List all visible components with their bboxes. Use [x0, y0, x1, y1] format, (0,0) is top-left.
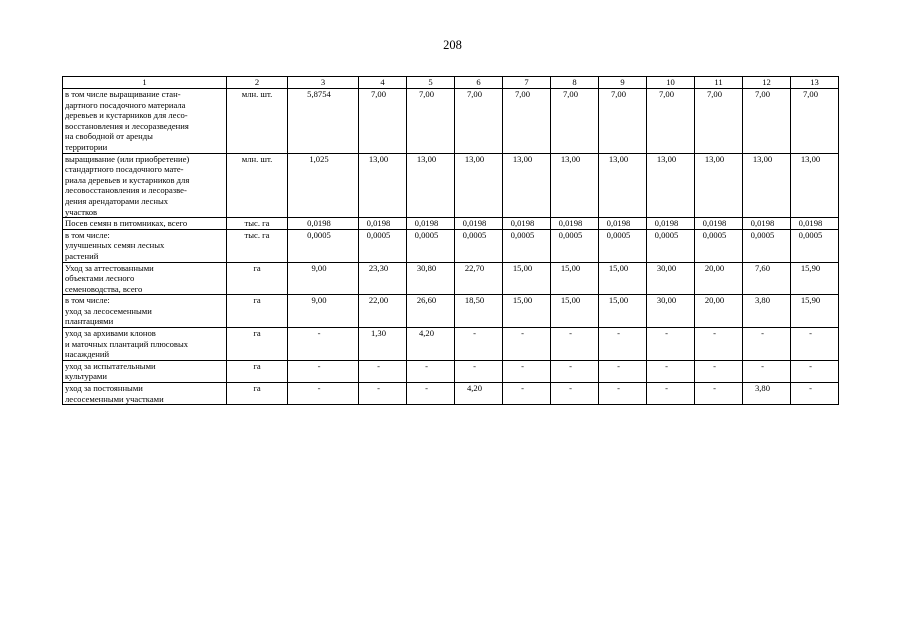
table-cell: 0,0005	[599, 229, 647, 262]
table-cell: 4,20	[407, 328, 455, 361]
table-cell: 13,00	[551, 153, 599, 218]
table-cell: -	[407, 360, 455, 382]
row-label-line: участков	[65, 206, 98, 217]
table-cell: 7,00	[647, 89, 695, 154]
table-cell: 0,0005	[743, 229, 791, 262]
table-cell: -	[647, 360, 695, 382]
row-label-line: дартного посадочного материала	[65, 99, 186, 110]
table-row	[63, 295, 839, 328]
column-header: 2	[227, 77, 288, 89]
row-label-line: насаждений	[65, 349, 110, 360]
table-cell: -	[599, 360, 647, 382]
table-cell: 13,00	[647, 153, 695, 218]
table-cell: 0,0198	[407, 218, 455, 230]
table-cell: -	[503, 383, 551, 405]
row-label-line: уход за лесосеменными	[65, 305, 152, 316]
row-label-line: выращивание (или приобретение)	[65, 153, 190, 164]
column-header: 4	[359, 77, 407, 89]
page-number: 208	[443, 38, 462, 52]
table-cell: 0,0198	[503, 218, 551, 230]
table-cell: -	[288, 383, 359, 405]
row-unit: га	[227, 360, 288, 382]
table-cell: 5,8754	[288, 89, 359, 154]
table-cell: 15,00	[503, 262, 551, 295]
column-header: 12	[743, 77, 791, 89]
table-cell: 0,0198	[647, 218, 695, 230]
row-label-line: улучшенных семян лесных	[65, 240, 165, 251]
row-label-line: восстановления и лесоразведения	[65, 120, 189, 131]
table-row	[63, 153, 839, 218]
row-unit: га	[227, 262, 288, 295]
table-cell: 30,80	[407, 262, 455, 295]
table-cell: -	[599, 328, 647, 361]
row-label	[63, 360, 227, 382]
table-cell: -	[695, 328, 743, 361]
table-cell: -	[455, 328, 503, 361]
table-cell: -	[551, 360, 599, 382]
row-label	[63, 328, 227, 361]
column-header: 1	[63, 77, 227, 89]
table-cell: 7,00	[743, 89, 791, 154]
row-label-line: и маточных плантаций плюсовых	[65, 338, 189, 349]
row-label-line: Уход за аттестованными	[65, 262, 154, 273]
table-cell: -	[599, 383, 647, 405]
table-cell: 7,00	[407, 89, 455, 154]
row-unit: тыс. га	[227, 218, 288, 230]
table-cell: -	[359, 383, 407, 405]
table-cell: 30,00	[647, 262, 695, 295]
table-cell: 13,00	[791, 153, 839, 218]
table-cell: 7,00	[791, 89, 839, 154]
table-cell: -	[743, 360, 791, 382]
table-cell: 0,0198	[791, 218, 839, 230]
table-cell: 0,0005	[455, 229, 503, 262]
table-cell: 3,80	[743, 295, 791, 328]
column-header: 10	[647, 77, 695, 89]
table-cell: 15,90	[791, 295, 839, 328]
table-cell: 7,00	[455, 89, 503, 154]
table-cell: 0,0198	[743, 218, 791, 230]
row-label-line: лесовосстановления и лесоразве-	[65, 185, 187, 196]
table-cell: -	[695, 383, 743, 405]
table-cell: -	[503, 360, 551, 382]
row-unit: га	[227, 328, 288, 361]
column-header: 13	[791, 77, 839, 89]
table-cell: 0,0198	[359, 218, 407, 230]
row-unit: млн. шт.	[227, 89, 288, 154]
table-cell: 13,00	[407, 153, 455, 218]
table-row	[63, 262, 839, 295]
column-header: 11	[695, 77, 743, 89]
column-header: 3	[288, 77, 359, 89]
table-cell: -	[551, 328, 599, 361]
row-label-line: дения арендаторами лесных	[65, 195, 169, 206]
row-label-line: в том числе:	[65, 229, 110, 240]
row-unit: га	[227, 383, 288, 405]
table-cell: 0,0198	[288, 218, 359, 230]
table-cell: 20,00	[695, 262, 743, 295]
row-label	[63, 262, 227, 295]
table-cell: 3,80	[743, 383, 791, 405]
table-cell: -	[695, 360, 743, 382]
table-row	[63, 383, 839, 405]
row-label-line: Посев семян в питомниках, всего	[65, 218, 188, 229]
table-cell: 0,0005	[695, 229, 743, 262]
table-cell: 0,0198	[551, 218, 599, 230]
table-cell: 23,30	[359, 262, 407, 295]
row-label	[63, 229, 227, 262]
row-label	[63, 89, 227, 154]
table-cell: 0,0005	[647, 229, 695, 262]
table-cell: 30,00	[647, 295, 695, 328]
table-cell: -	[791, 360, 839, 382]
table-cell: 0,0005	[791, 229, 839, 262]
row-label-line: уход за архивами клонов	[65, 328, 156, 339]
table-cell: 0,0005	[288, 229, 359, 262]
table-row	[63, 328, 839, 361]
table-cell: -	[288, 328, 359, 361]
column-header: 5	[407, 77, 455, 89]
table-cell: 0,0005	[551, 229, 599, 262]
row-label-line: уход за постоянными	[65, 383, 143, 394]
table-cell: 13,00	[455, 153, 503, 218]
table-cell: -	[791, 328, 839, 361]
row-label-line: семеноводства, всего	[65, 283, 143, 294]
column-header: 8	[551, 77, 599, 89]
table-cell: -	[647, 383, 695, 405]
row-label	[63, 153, 227, 218]
row-label	[63, 218, 227, 230]
row-unit: га	[227, 295, 288, 328]
row-unit: тыс. га	[227, 229, 288, 262]
table-cell: 13,00	[503, 153, 551, 218]
table-cell: 0,0198	[455, 218, 503, 230]
table-cell: 7,00	[359, 89, 407, 154]
table-cell: 15,00	[503, 295, 551, 328]
table-cell: 20,00	[695, 295, 743, 328]
table-cell: 1,30	[359, 328, 407, 361]
table-cell: 0,0005	[359, 229, 407, 262]
table-cell: 7,60	[743, 262, 791, 295]
column-header: 7	[503, 77, 551, 89]
table-cell: 15,00	[599, 295, 647, 328]
table-cell: -	[743, 328, 791, 361]
table-cell: -	[647, 328, 695, 361]
table-row	[63, 218, 839, 230]
table-cell: 9,00	[288, 295, 359, 328]
table-cell: 9,00	[288, 262, 359, 295]
table-cell: 18,50	[455, 295, 503, 328]
table-cell: 0,0198	[599, 218, 647, 230]
table-cell: 7,00	[503, 89, 551, 154]
table-cell: 7,00	[551, 89, 599, 154]
table-cell: 13,00	[599, 153, 647, 218]
table-cell: 13,00	[359, 153, 407, 218]
table-row	[63, 360, 839, 382]
row-label-line: на свободной от аренды	[65, 131, 153, 142]
table-cell: -	[551, 383, 599, 405]
table-cell: 0,0005	[503, 229, 551, 262]
table-cell: 22,70	[455, 262, 503, 295]
table-cell: 22,00	[359, 295, 407, 328]
table-cell: 13,00	[743, 153, 791, 218]
row-label-line: растений	[65, 250, 99, 261]
table-cell: 26,60	[407, 295, 455, 328]
table-cell: -	[791, 383, 839, 405]
table-row	[63, 229, 839, 262]
row-label-line: плантациями	[65, 316, 114, 327]
table-cell: 0,0005	[407, 229, 455, 262]
row-label-line: лесосеменными участками	[65, 393, 164, 404]
row-label-line: уход за испытательными	[65, 360, 156, 371]
table-cell: -	[455, 360, 503, 382]
row-label	[63, 295, 227, 328]
table-cell: -	[359, 360, 407, 382]
row-label-line: культурами	[65, 371, 107, 382]
row-label-line: территории	[65, 141, 108, 152]
table-cell: 0,0198	[695, 218, 743, 230]
table-cell: 13,00	[695, 153, 743, 218]
table-cell: 7,00	[695, 89, 743, 154]
column-header: 6	[455, 77, 503, 89]
row-label	[63, 383, 227, 405]
table-cell: 1,025	[288, 153, 359, 218]
table-cell: -	[503, 328, 551, 361]
data-table	[62, 76, 839, 405]
row-label-line: деревьев и кустарников для лесо-	[65, 110, 188, 121]
table-cell: 15,00	[551, 262, 599, 295]
table-cell: -	[407, 383, 455, 405]
table-cell: 15,00	[599, 262, 647, 295]
table-cell: 4,20	[455, 383, 503, 405]
column-header: 9	[599, 77, 647, 89]
table-row	[63, 89, 839, 154]
row-unit: млн. шт.	[227, 153, 288, 218]
row-label-line: в том числе выращивание стан-	[65, 89, 181, 99]
table-cell: 15,00	[551, 295, 599, 328]
table-cell: 15,90	[791, 262, 839, 295]
table-header-row	[63, 77, 839, 89]
row-label-line: объектами лесного	[65, 273, 135, 284]
row-label-line: риала деревьев и кустарников для	[65, 174, 190, 185]
table-cell: 7,00	[599, 89, 647, 154]
row-label-line: в том числе:	[65, 295, 110, 306]
table-cell: -	[288, 360, 359, 382]
row-label-line: стандартного посадочного мате-	[65, 164, 184, 175]
